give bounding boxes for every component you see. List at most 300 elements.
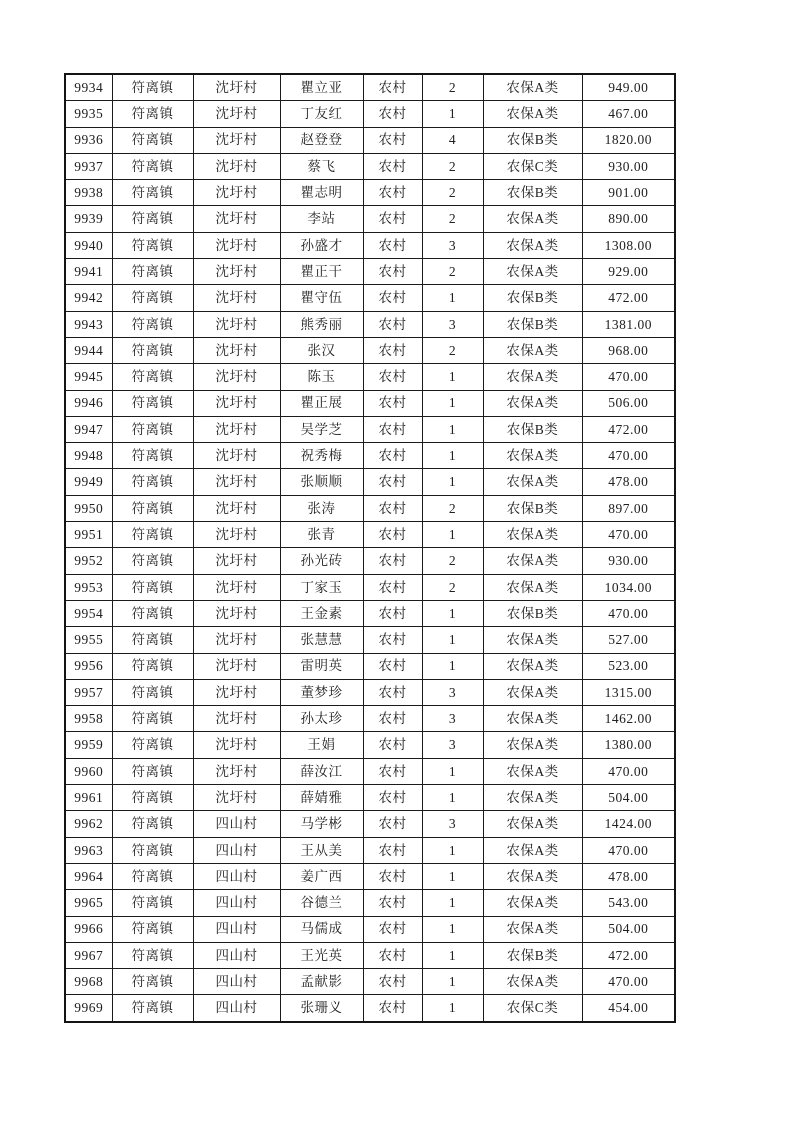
- amount-cell: 472.00: [582, 942, 675, 968]
- village-cell: 四山村: [193, 811, 280, 837]
- residence-type-cell: 农村: [363, 469, 422, 495]
- insurance-category-cell: 农保B类: [483, 416, 582, 442]
- town-cell: 符离镇: [112, 259, 193, 285]
- insurance-category-cell: 农保A类: [483, 758, 582, 784]
- village-cell: 沈圩村: [193, 364, 280, 390]
- record-id-cell: 9951: [65, 522, 112, 548]
- table-row: [65, 390, 675, 416]
- record-id-cell: 9947: [65, 416, 112, 442]
- village-cell: 沈圩村: [193, 127, 280, 153]
- residence-type-cell: 农村: [363, 916, 422, 942]
- person-name-cell: 马儒成: [280, 916, 363, 942]
- insurance-category-cell: 农保B类: [483, 942, 582, 968]
- town-cell: 符离镇: [112, 574, 193, 600]
- count-cell: 1: [422, 863, 483, 889]
- residence-type-cell: 农村: [363, 995, 422, 1022]
- count-cell: 1: [422, 600, 483, 626]
- count-cell: 1: [422, 837, 483, 863]
- residence-type-cell: 农村: [363, 232, 422, 258]
- table-row: [65, 469, 675, 495]
- town-cell: 符离镇: [112, 416, 193, 442]
- village-cell: 沈圩村: [193, 706, 280, 732]
- table-row: [65, 548, 675, 574]
- amount-cell: 472.00: [582, 416, 675, 442]
- person-name-cell: 马学彬: [280, 811, 363, 837]
- residence-type-cell: 农村: [363, 364, 422, 390]
- record-id-cell: 9954: [65, 600, 112, 626]
- table-row: [65, 916, 675, 942]
- count-cell: 1: [422, 627, 483, 653]
- person-name-cell: 祝秀梅: [280, 443, 363, 469]
- insurance-category-cell: 农保A类: [483, 443, 582, 469]
- village-cell: 沈圩村: [193, 758, 280, 784]
- insurance-category-cell: 农保A类: [483, 259, 582, 285]
- count-cell: 1: [422, 916, 483, 942]
- count-cell: 3: [422, 232, 483, 258]
- village-cell: 四山村: [193, 916, 280, 942]
- table-row: [65, 416, 675, 442]
- village-cell: 沈圩村: [193, 548, 280, 574]
- table-row: [65, 206, 675, 232]
- insurance-category-cell: 农保A类: [483, 679, 582, 705]
- table-row: [65, 890, 675, 916]
- residence-type-cell: 农村: [363, 653, 422, 679]
- residence-type-cell: 农村: [363, 311, 422, 337]
- person-name-cell: 张汉: [280, 337, 363, 363]
- record-id-cell: 9938: [65, 180, 112, 206]
- amount-cell: 1462.00: [582, 706, 675, 732]
- town-cell: 符离镇: [112, 863, 193, 889]
- village-cell: 沈圩村: [193, 679, 280, 705]
- village-cell: 沈圩村: [193, 732, 280, 758]
- town-cell: 符离镇: [112, 785, 193, 811]
- person-name-cell: 张珊义: [280, 995, 363, 1022]
- count-cell: 1: [422, 285, 483, 311]
- amount-cell: 470.00: [582, 522, 675, 548]
- person-name-cell: 赵登登: [280, 127, 363, 153]
- person-name-cell: 张顺顺: [280, 469, 363, 495]
- insurance-category-cell: 农保B类: [483, 495, 582, 521]
- insurance-category-cell: 农保A类: [483, 74, 582, 101]
- insurance-category-cell: 农保A类: [483, 390, 582, 416]
- count-cell: 1: [422, 785, 483, 811]
- town-cell: 符离镇: [112, 180, 193, 206]
- insurance-category-cell: 农保A类: [483, 574, 582, 600]
- residence-type-cell: 农村: [363, 863, 422, 889]
- person-name-cell: 瞿守伍: [280, 285, 363, 311]
- count-cell: 1: [422, 758, 483, 784]
- insurance-category-cell: 农保C类: [483, 153, 582, 179]
- record-id-cell: 9944: [65, 337, 112, 363]
- town-cell: 符离镇: [112, 706, 193, 732]
- town-cell: 符离镇: [112, 995, 193, 1022]
- person-name-cell: 薛汝江: [280, 758, 363, 784]
- record-id-cell: 9953: [65, 574, 112, 600]
- amount-cell: 467.00: [582, 101, 675, 127]
- table-row: [65, 259, 675, 285]
- record-id-cell: 9946: [65, 390, 112, 416]
- town-cell: 符离镇: [112, 837, 193, 863]
- table-row: [65, 337, 675, 363]
- village-cell: 沈圩村: [193, 206, 280, 232]
- insurance-category-cell: 农保A类: [483, 916, 582, 942]
- person-name-cell: 孟献影: [280, 969, 363, 995]
- insurance-category-cell: 农保B类: [483, 180, 582, 206]
- record-id-cell: 9955: [65, 627, 112, 653]
- town-cell: 符离镇: [112, 732, 193, 758]
- person-name-cell: 瞿志明: [280, 180, 363, 206]
- residence-type-cell: 农村: [363, 785, 422, 811]
- table-row: [65, 679, 675, 705]
- person-name-cell: 李站: [280, 206, 363, 232]
- town-cell: 符离镇: [112, 495, 193, 521]
- table-row: [65, 942, 675, 968]
- amount-cell: 890.00: [582, 206, 675, 232]
- village-cell: 四山村: [193, 837, 280, 863]
- record-id-cell: 9962: [65, 811, 112, 837]
- amount-cell: 470.00: [582, 969, 675, 995]
- table-row: [65, 127, 675, 153]
- count-cell: 2: [422, 337, 483, 363]
- amount-cell: 1381.00: [582, 311, 675, 337]
- amount-cell: 527.00: [582, 627, 675, 653]
- table-row: [65, 706, 675, 732]
- person-name-cell: 薛婧雅: [280, 785, 363, 811]
- amount-cell: 454.00: [582, 995, 675, 1022]
- amount-cell: 470.00: [582, 837, 675, 863]
- residence-type-cell: 农村: [363, 416, 422, 442]
- person-name-cell: 瞿立亚: [280, 74, 363, 101]
- count-cell: 3: [422, 679, 483, 705]
- town-cell: 符离镇: [112, 364, 193, 390]
- count-cell: 1: [422, 890, 483, 916]
- amount-cell: 470.00: [582, 758, 675, 784]
- person-name-cell: 蔡飞: [280, 153, 363, 179]
- person-name-cell: 张青: [280, 522, 363, 548]
- record-id-cell: 9956: [65, 653, 112, 679]
- town-cell: 符离镇: [112, 206, 193, 232]
- residence-type-cell: 农村: [363, 732, 422, 758]
- town-cell: 符离镇: [112, 653, 193, 679]
- count-cell: 2: [422, 74, 483, 101]
- town-cell: 符离镇: [112, 337, 193, 363]
- residence-type-cell: 农村: [363, 758, 422, 784]
- records-table: [64, 73, 676, 1023]
- person-name-cell: 瞿正干: [280, 259, 363, 285]
- village-cell: 沈圩村: [193, 416, 280, 442]
- village-cell: 沈圩村: [193, 469, 280, 495]
- insurance-category-cell: 农保A类: [483, 469, 582, 495]
- residence-type-cell: 农村: [363, 706, 422, 732]
- person-name-cell: 瞿正展: [280, 390, 363, 416]
- insurance-category-cell: 农保B类: [483, 311, 582, 337]
- town-cell: 符离镇: [112, 469, 193, 495]
- record-id-cell: 9941: [65, 259, 112, 285]
- record-id-cell: 9969: [65, 995, 112, 1022]
- residence-type-cell: 农村: [363, 600, 422, 626]
- amount-cell: 1380.00: [582, 732, 675, 758]
- count-cell: 1: [422, 443, 483, 469]
- record-id-cell: 9961: [65, 785, 112, 811]
- amount-cell: 930.00: [582, 548, 675, 574]
- person-name-cell: 丁家玉: [280, 574, 363, 600]
- amount-cell: 968.00: [582, 337, 675, 363]
- amount-cell: 543.00: [582, 890, 675, 916]
- count-cell: 1: [422, 101, 483, 127]
- insurance-category-cell: 农保A类: [483, 101, 582, 127]
- record-id-cell: 9950: [65, 495, 112, 521]
- residence-type-cell: 农村: [363, 548, 422, 574]
- person-name-cell: 姜广西: [280, 863, 363, 889]
- amount-cell: 930.00: [582, 153, 675, 179]
- record-id-cell: 9937: [65, 153, 112, 179]
- town-cell: 符离镇: [112, 74, 193, 101]
- table-row: [65, 811, 675, 837]
- town-cell: 符离镇: [112, 627, 193, 653]
- village-cell: 沈圩村: [193, 785, 280, 811]
- residence-type-cell: 农村: [363, 206, 422, 232]
- amount-cell: 470.00: [582, 600, 675, 626]
- person-name-cell: 张慧慧: [280, 627, 363, 653]
- residence-type-cell: 农村: [363, 180, 422, 206]
- insurance-category-cell: 农保A类: [483, 837, 582, 863]
- village-cell: 沈圩村: [193, 600, 280, 626]
- residence-type-cell: 农村: [363, 837, 422, 863]
- record-id-cell: 9948: [65, 443, 112, 469]
- town-cell: 符离镇: [112, 548, 193, 574]
- person-name-cell: 孙太珍: [280, 706, 363, 732]
- residence-type-cell: 农村: [363, 443, 422, 469]
- table-body: [65, 74, 675, 1022]
- count-cell: 2: [422, 259, 483, 285]
- town-cell: 符离镇: [112, 942, 193, 968]
- insurance-category-cell: 农保B类: [483, 127, 582, 153]
- table-row: [65, 627, 675, 653]
- table-row: [65, 364, 675, 390]
- record-id-cell: 9967: [65, 942, 112, 968]
- insurance-category-cell: 农保A类: [483, 890, 582, 916]
- record-id-cell: 9945: [65, 364, 112, 390]
- count-cell: 1: [422, 469, 483, 495]
- person-name-cell: 谷德兰: [280, 890, 363, 916]
- person-name-cell: 丁友红: [280, 101, 363, 127]
- residence-type-cell: 农村: [363, 679, 422, 705]
- person-name-cell: 张涛: [280, 495, 363, 521]
- amount-cell: 478.00: [582, 469, 675, 495]
- record-id-cell: 9957: [65, 679, 112, 705]
- residence-type-cell: 农村: [363, 522, 422, 548]
- record-id-cell: 9949: [65, 469, 112, 495]
- residence-type-cell: 农村: [363, 337, 422, 363]
- table-row: [65, 311, 675, 337]
- insurance-category-cell: 农保A类: [483, 522, 582, 548]
- person-name-cell: 王从美: [280, 837, 363, 863]
- village-cell: 四山村: [193, 969, 280, 995]
- town-cell: 符离镇: [112, 285, 193, 311]
- village-cell: 沈圩村: [193, 259, 280, 285]
- table-row: [65, 574, 675, 600]
- table-row: [65, 443, 675, 469]
- amount-cell: 1308.00: [582, 232, 675, 258]
- count-cell: 1: [422, 942, 483, 968]
- village-cell: 沈圩村: [193, 74, 280, 101]
- amount-cell: 470.00: [582, 364, 675, 390]
- count-cell: 3: [422, 706, 483, 732]
- residence-type-cell: 农村: [363, 890, 422, 916]
- residence-type-cell: 农村: [363, 285, 422, 311]
- person-name-cell: 雷明英: [280, 653, 363, 679]
- person-name-cell: 熊秀丽: [280, 311, 363, 337]
- count-cell: 1: [422, 653, 483, 679]
- town-cell: 符离镇: [112, 890, 193, 916]
- amount-cell: 472.00: [582, 285, 675, 311]
- amount-cell: 929.00: [582, 259, 675, 285]
- person-name-cell: 孙盛才: [280, 232, 363, 258]
- village-cell: 沈圩村: [193, 285, 280, 311]
- village-cell: 沈圩村: [193, 337, 280, 363]
- amount-cell: 1424.00: [582, 811, 675, 837]
- residence-type-cell: 农村: [363, 495, 422, 521]
- record-id-cell: 9966: [65, 916, 112, 942]
- village-cell: 沈圩村: [193, 574, 280, 600]
- town-cell: 符离镇: [112, 443, 193, 469]
- town-cell: 符离镇: [112, 811, 193, 837]
- town-cell: 符离镇: [112, 969, 193, 995]
- table-row: [65, 758, 675, 784]
- record-id-cell: 9965: [65, 890, 112, 916]
- table-row: [65, 232, 675, 258]
- record-id-cell: 9942: [65, 285, 112, 311]
- town-cell: 符离镇: [112, 916, 193, 942]
- town-cell: 符离镇: [112, 758, 193, 784]
- insurance-category-cell: 农保A类: [483, 863, 582, 889]
- record-id-cell: 9934: [65, 74, 112, 101]
- town-cell: 符离镇: [112, 390, 193, 416]
- record-id-cell: 9960: [65, 758, 112, 784]
- record-id-cell: 9968: [65, 969, 112, 995]
- amount-cell: 1820.00: [582, 127, 675, 153]
- amount-cell: 523.00: [582, 653, 675, 679]
- table-row: [65, 285, 675, 311]
- amount-cell: 949.00: [582, 74, 675, 101]
- village-cell: 沈圩村: [193, 311, 280, 337]
- person-name-cell: 孙光砖: [280, 548, 363, 574]
- record-id-cell: 9940: [65, 232, 112, 258]
- village-cell: 四山村: [193, 863, 280, 889]
- table-row: [65, 180, 675, 206]
- village-cell: 沈圩村: [193, 495, 280, 521]
- residence-type-cell: 农村: [363, 390, 422, 416]
- residence-type-cell: 农村: [363, 574, 422, 600]
- town-cell: 符离镇: [112, 600, 193, 626]
- insurance-category-cell: 农保A类: [483, 206, 582, 232]
- amount-cell: 470.00: [582, 443, 675, 469]
- residence-type-cell: 农村: [363, 942, 422, 968]
- town-cell: 符离镇: [112, 127, 193, 153]
- amount-cell: 504.00: [582, 785, 675, 811]
- insurance-category-cell: 农保A类: [483, 627, 582, 653]
- insurance-category-cell: 农保A类: [483, 653, 582, 679]
- insurance-category-cell: 农保A类: [483, 548, 582, 574]
- table-row: [65, 600, 675, 626]
- record-id-cell: 9959: [65, 732, 112, 758]
- count-cell: 1: [422, 969, 483, 995]
- record-id-cell: 9943: [65, 311, 112, 337]
- count-cell: 1: [422, 522, 483, 548]
- village-cell: 沈圩村: [193, 180, 280, 206]
- person-name-cell: 陈玉: [280, 364, 363, 390]
- table-row: [65, 732, 675, 758]
- village-cell: 沈圩村: [193, 522, 280, 548]
- record-id-cell: 9939: [65, 206, 112, 232]
- count-cell: 1: [422, 995, 483, 1022]
- insurance-category-cell: 农保A类: [483, 732, 582, 758]
- residence-type-cell: 农村: [363, 259, 422, 285]
- record-id-cell: 9964: [65, 863, 112, 889]
- village-cell: 沈圩村: [193, 443, 280, 469]
- table-row: [65, 74, 675, 101]
- insurance-category-cell: 农保A类: [483, 785, 582, 811]
- village-cell: 四山村: [193, 995, 280, 1022]
- town-cell: 符离镇: [112, 311, 193, 337]
- residence-type-cell: 农村: [363, 153, 422, 179]
- record-id-cell: 9952: [65, 548, 112, 574]
- person-name-cell: 董梦珍: [280, 679, 363, 705]
- count-cell: 3: [422, 311, 483, 337]
- count-cell: 2: [422, 495, 483, 521]
- insurance-category-cell: 农保A类: [483, 969, 582, 995]
- count-cell: 3: [422, 811, 483, 837]
- count-cell: 3: [422, 732, 483, 758]
- person-name-cell: 王娟: [280, 732, 363, 758]
- record-id-cell: 9936: [65, 127, 112, 153]
- town-cell: 符离镇: [112, 679, 193, 705]
- town-cell: 符离镇: [112, 101, 193, 127]
- residence-type-cell: 农村: [363, 74, 422, 101]
- insurance-category-cell: 农保A类: [483, 337, 582, 363]
- residence-type-cell: 农村: [363, 627, 422, 653]
- amount-cell: 897.00: [582, 495, 675, 521]
- amount-cell: 1034.00: [582, 574, 675, 600]
- table-row: [65, 653, 675, 679]
- village-cell: 沈圩村: [193, 390, 280, 416]
- residence-type-cell: 农村: [363, 969, 422, 995]
- village-cell: 四山村: [193, 942, 280, 968]
- count-cell: 2: [422, 206, 483, 232]
- village-cell: 沈圩村: [193, 232, 280, 258]
- insurance-category-cell: 农保A类: [483, 232, 582, 258]
- table-row: [65, 522, 675, 548]
- town-cell: 符离镇: [112, 522, 193, 548]
- insurance-category-cell: 农保A类: [483, 811, 582, 837]
- insurance-category-cell: 农保B类: [483, 285, 582, 311]
- residence-type-cell: 农村: [363, 101, 422, 127]
- insurance-category-cell: 农保C类: [483, 995, 582, 1022]
- village-cell: 沈圩村: [193, 627, 280, 653]
- insurance-category-cell: 农保A类: [483, 364, 582, 390]
- table-row: [65, 863, 675, 889]
- record-id-cell: 9958: [65, 706, 112, 732]
- count-cell: 1: [422, 364, 483, 390]
- count-cell: 2: [422, 153, 483, 179]
- count-cell: 1: [422, 390, 483, 416]
- amount-cell: 901.00: [582, 180, 675, 206]
- person-name-cell: 王光英: [280, 942, 363, 968]
- record-id-cell: 9963: [65, 837, 112, 863]
- table-row: [65, 837, 675, 863]
- count-cell: 4: [422, 127, 483, 153]
- town-cell: 符离镇: [112, 153, 193, 179]
